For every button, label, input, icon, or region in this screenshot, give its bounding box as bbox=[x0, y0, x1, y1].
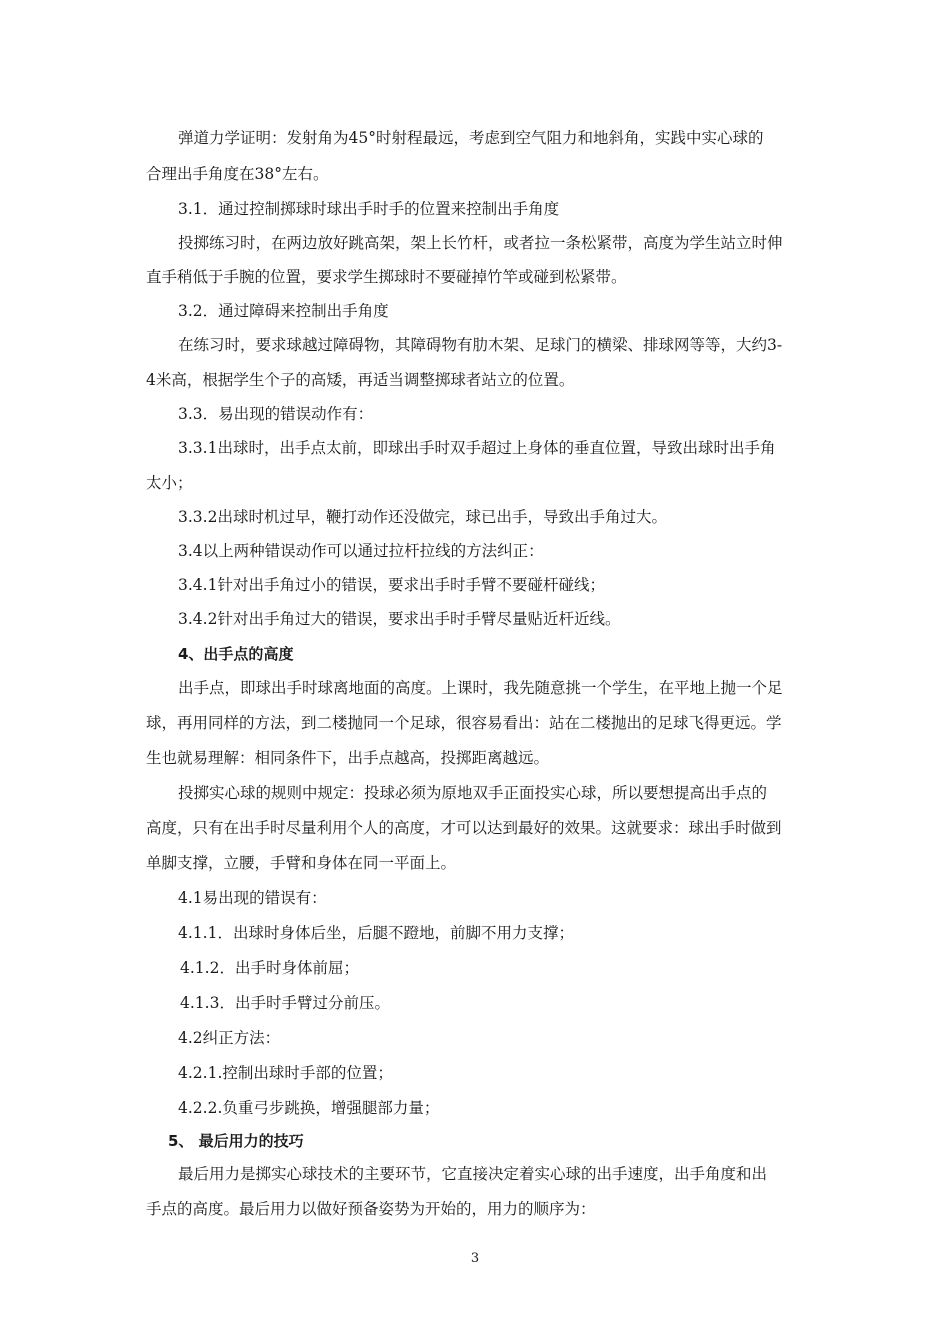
paragraph-line: 直手稍低于手腕的位置，要求学生掷球时不要碰掉竹竿或碰到松紧带。 bbox=[146, 268, 627, 286]
paragraph-line: 单脚支撑，立腰，手臂和身体在同一平面上。 bbox=[146, 854, 457, 872]
paragraph-line: 4.1.3．出手时手臂过分前压。 bbox=[180, 994, 390, 1012]
paragraph-line: 出手点，即球出手时球离地面的高度。上课时，我先随意挑一个学生，在平地上抛一个足 bbox=[178, 679, 783, 697]
section-heading: 3.3．易出现的错误动作有： bbox=[178, 405, 374, 423]
paragraph-line: 4.1.1．出球时身体后坐，后腿不蹬地，前脚不用力支撑； bbox=[178, 924, 574, 942]
section-heading: 4.1易出现的错误有： bbox=[178, 889, 327, 907]
page-number: 3 bbox=[470, 1251, 480, 1266]
paragraph-line: 3.3.2出球时机过早，鞭打动作还没做完，球已出手，导致出手角过大。 bbox=[178, 508, 667, 526]
paragraph-line: 3.4.2针对出手角过大的错误，要求出手时手臂尽量贴近杆近线。 bbox=[178, 610, 621, 628]
paragraph-line: 最后用力是掷实心球技术的主要环节，它直接决定着实心球的出手速度，出手角度和出 bbox=[178, 1165, 768, 1183]
paragraph-line: 高度，只有在出手时尽量利用个人的高度，才可以达到最好的效果。这就要求：球出手时做到 bbox=[146, 819, 782, 837]
paragraph-line: 在练习时，要求球越过障碍物，其障碍物有肋木架、足球门的横梁、排球网等等，大约3- bbox=[178, 336, 783, 354]
paragraph-line: 3.3.1出球时，出手点太前，即球出手时双手超过上身体的垂直位置，导致出球时出手角 bbox=[178, 439, 776, 457]
section-heading: 3.1．通过控制掷球时球出手时手的位置来控制出手角度 bbox=[178, 200, 560, 218]
paragraph-line: 弹道力学证明：发射角为45°时射程最远，考虑到空气阻力和地斜角，实践中实心球的 bbox=[178, 129, 764, 147]
paragraph-line: 4米高，根据学生个子的高矮，再适当调整掷球者站立的位置。 bbox=[146, 371, 575, 389]
paragraph-line: 投掷实心球的规则中规定：投球必须为原地双手正面投实心球，所以要想提高出手点的 bbox=[178, 784, 768, 802]
section-heading-bold: 5、 最后用力的技巧 bbox=[168, 1132, 304, 1150]
section-heading: 3.2．通过障碍来控制出手角度 bbox=[178, 302, 389, 320]
paragraph-line: 4.2.1.控制出球时手部的位置； bbox=[178, 1064, 393, 1082]
section-heading-bold: 4、出手点的高度 bbox=[178, 645, 294, 663]
paragraph-line: 手点的高度。最后用力以做好预备姿势为开始的，用力的顺序为： bbox=[146, 1200, 596, 1218]
paragraph-line: 3.4.1针对出手角过小的错误，要求出手时手臂不要碰杆碰线； bbox=[178, 576, 605, 594]
paragraph-line: 4.1.2．出手时身体前屈； bbox=[180, 959, 359, 977]
paragraph-line: 生也就易理解：相同条件下，出手点越高，投掷距离越远。 bbox=[146, 749, 550, 767]
paragraph-line: 投掷练习时，在两边放好跳高架，架上长竹杆，或者拉一条松紧带，高度为学生站立时伸 bbox=[178, 234, 783, 252]
paragraph-line: 合理出手角度在38°左右。 bbox=[146, 165, 329, 183]
paragraph-line: 太小； bbox=[146, 474, 193, 492]
paragraph-line: 3.4以上两种错误动作可以通过拉杆拉线的方法纠正： bbox=[178, 542, 544, 560]
paragraph-line: 球，再用同样的方法，到二楼抛同一个足球，很容易看出：站在二楼抛出的足球飞得更远。学 bbox=[146, 714, 782, 732]
paragraph-line: 4.2.2.负重弓步跳换，增强腿部力量； bbox=[178, 1099, 440, 1117]
section-heading: 4.2纠正方法： bbox=[178, 1029, 281, 1047]
